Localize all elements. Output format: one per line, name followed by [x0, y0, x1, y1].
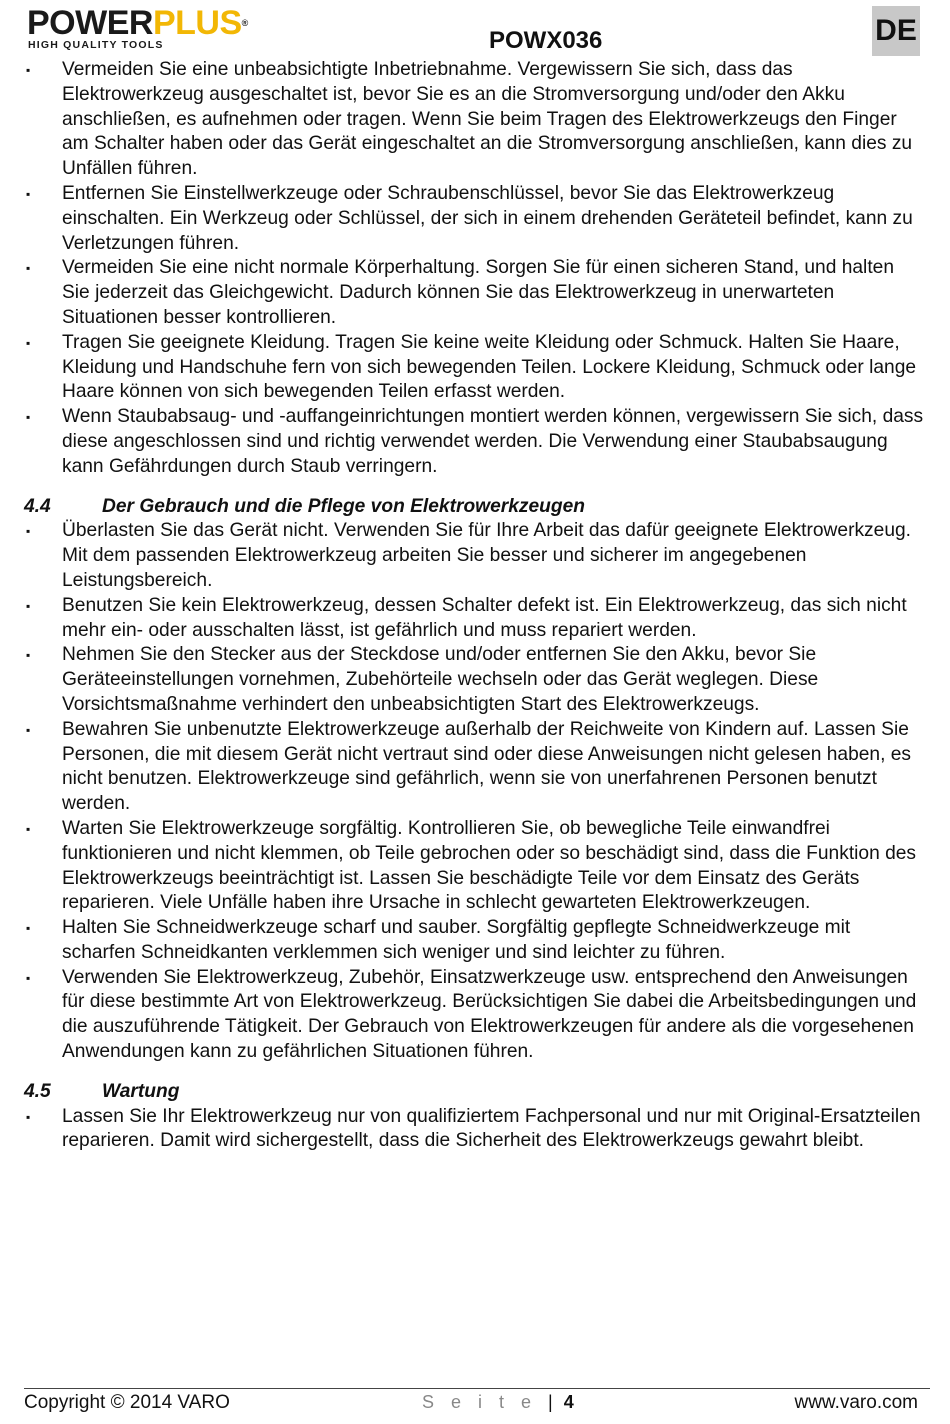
- list-item-text: Benutzen Sie kein Elektrowerkzeug, dessen Schalter defekt ist. Ein Elektrowerkzeug, das sich nicht mehr ein- oder ausschalten lässt, ist gefährlich und muss repariert werden.: [62, 594, 907, 641]
- bullet-icon: ▪: [26, 186, 31, 201]
- list-item: [24, 182, 924, 256]
- powerplus-logo: [27, 6, 292, 50]
- logo-plus: PLUS: [152, 4, 242, 42]
- page-footer: [24, 1392, 918, 1418]
- bullet-icon: ▪: [26, 722, 31, 737]
- list-item-text: Entfernen Sie Einstellwerkzeuge oder Schraubenschlüssel, bevor Sie das Elektrowerkzeug einschalten. Ein Werkzeug oder Schlüssel, der sich in einem drehenden Geräteteil befindet, kann zu Verletzungen führen.: [62, 182, 913, 254]
- list-item: [24, 916, 924, 966]
- section-title: Der Gebrauch und die Pflege von Elektrowerkzeugen: [102, 495, 586, 517]
- logo-registered-mark: ®: [241, 18, 248, 28]
- list-item-text: Lassen Sie Ihr Elektrowerkzeug nur von qualifiziertem Fachpersonal und nur mit Original-Ersatzteilen reparieren. Damit wird sichergestellt, dass die Sicherheit des Elektrowerkzeugs gewahrt bleibt.: [62, 1105, 921, 1152]
- list-item-text: Halten Sie Schneidwerkzeuge scharf und sauber. Sorgfältig gepflegte Schneidwerkzeuge mit scharfen Schneidkanten verklemmen sich weniger und sind leichter zu führen.: [62, 917, 851, 963]
- bullet-icon: ▪: [26, 63, 31, 77]
- document-body: [24, 58, 924, 1154]
- list-item: [24, 519, 924, 593]
- list-item: [24, 594, 924, 644]
- bullet-icon: ▪: [26, 1109, 31, 1124]
- bullet-icon: ▪: [26, 821, 31, 836]
- model-number: POWX036: [489, 27, 603, 54]
- bullet-icon: ▪: [26, 524, 31, 539]
- section-heading-4-5: [24, 1080, 924, 1105]
- section-4-5-bullet-list: [24, 1105, 924, 1155]
- list-item-text: Nehmen Sie den Stecker aus der Steckdose und/oder entfernen Sie den Akku, bevor Sie Geräteeinstellungen vornehmen, Zubehörteile wechseln oder das Gerät weglegen. Diese Vorsichtsmaßnahme verhindert den unbeabsichtigten Start des Elektrowerkzeugs.: [62, 644, 819, 715]
- logo-wordmark: [27, 6, 248, 40]
- footer-divider: [24, 1388, 930, 1389]
- list-item: [24, 331, 924, 405]
- bullet-icon: ▪: [26, 261, 31, 276]
- list-item: [24, 1105, 924, 1155]
- language-badge: DE: [872, 6, 920, 56]
- section-number: 4.4: [24, 495, 51, 517]
- section-4-4-bullet-list: [24, 519, 924, 1065]
- page-separator: |: [548, 1392, 553, 1412]
- section-heading-4-4: [24, 495, 924, 520]
- logo-power: POWER: [27, 4, 153, 42]
- bullet-icon: ▪: [26, 410, 31, 425]
- section-number: 4.5: [24, 1080, 51, 1102]
- list-item: [24, 817, 924, 916]
- section-title: Wartung: [102, 1080, 180, 1102]
- list-item-text: Verwenden Sie Elektrowerkzeug, Zubehör, Einsatzwerkzeuge usw. entsprechend den Anweisungen für diese bestimmte Art von Elektrowerkzeug. Berücksichtigen Sie dabei die Arbeitsbedingungen und die auszuführende Tätigkeit. Der Gebrauch von Elektrowerkzeugen für andere als die vorgesehenen Anwendungen kann zu gefährlichen Situationen führen.: [62, 966, 917, 1063]
- list-item: [24, 256, 924, 330]
- list-item-text: Vermeiden Sie eine nicht normale Körperhaltung. Sorgen Sie für einen sicheren Stand, und halten Sie jederzeit das Gleichgewicht. Dadurch können Sie das Elektrowerkzeug in unerwarteten Situationen besser kontrollieren.: [62, 257, 894, 328]
- page-label: S e i t e: [422, 1392, 538, 1412]
- list-item-text: Überlasten Sie das Gerät nicht. Verwenden Sie für Ihre Arbeit das dafür geeignete Elektrowerkzeug. Mit dem passenden Elektrowerkzeug arbeiten Sie besser und sicherer im angegebenen Leistungsbereich.: [62, 520, 911, 591]
- bullet-icon: ▪: [26, 598, 31, 613]
- website-link: www.varo.com: [794, 1392, 918, 1413]
- list-item: [24, 405, 924, 479]
- copyright-text: Copyright © 2014 VARO: [24, 1392, 230, 1413]
- list-item: [24, 58, 924, 182]
- bullet-icon: ▪: [26, 335, 31, 350]
- page-indicator: [422, 1392, 574, 1413]
- intro-bullet-list: [24, 58, 924, 480]
- list-item: [24, 643, 924, 717]
- bullet-icon: ▪: [26, 648, 31, 663]
- list-item-text: Vermeiden Sie eine unbeabsichtigte Inbetriebnahme. Vergewissern Sie sich, dass das Elektrowerkzeug ausgeschaltet ist, bevor Sie es an die Stromversorgung und/oder den Akku anschließen, es aufnehmen oder tragen. Wenn Sie beim Tragen des Elektrowerkzeugs den Finger am Schalter haben oder das Gerät eingeschaltet an die Stromversorgung anschließen, kann dies zu Unfällen führen.: [62, 59, 913, 180]
- list-item-text: Warten Sie Elektrowerkzeuge sorgfältig. Kontrollieren Sie, ob bewegliche Teile einwandfrei funktionieren und nicht klemmen, ob Teile gebrochen oder so beschädigt sind, dass die Funktion des Elektrowerkzeugs beeinträchtigt ist. Lassen Sie beschädigte Teile vor dem Einsatz des Geräts reparieren. Viele Unfälle haben ihre Ursache in schlecht gewarteten Elektrowerkzeugen.: [62, 817, 917, 914]
- list-item-text: Tragen Sie geeignete Kleidung. Tragen Sie keine weite Kleidung oder Schmuck. Halten Sie Haare, Kleidung und Handschuhe fern von sich bewegenden Teilen. Lockere Kleidung, Schmuck oder lange Haare können von sich bewegenden Teilen erfasst werden.: [62, 331, 917, 403]
- page-number: 4: [563, 1392, 574, 1412]
- list-item: [24, 718, 924, 817]
- logo-tagline: HIGH QUALITY TOOLS: [28, 39, 164, 51]
- page-header: [0, 0, 950, 58]
- list-item-text: Bewahren Sie unbenutzte Elektrowerkzeuge außerhalb der Reichweite von Kindern auf. Lassen Sie Personen, die mit diesem Gerät nicht vertraut sind oder diese Anweisungen nicht gelesen haben, es nicht benutzen. Elektrowerkzeuge sind gefährlich, wenn sie von unerfahrenen Personen benutzt werden.: [62, 718, 912, 815]
- bullet-icon: ▪: [26, 921, 31, 936]
- list-item: [24, 966, 924, 1065]
- list-item-text: Wenn Staubabsaug- und -auffangeinrichtungen montiert werden können, vergewissern Sie sich, dass diese angeschlossen sind und richtig verwendet werden. Die Verwendung einer Staubabsaugung kann Gefährdungen durch Staub verringern.: [62, 406, 924, 477]
- bullet-icon: ▪: [26, 970, 31, 985]
